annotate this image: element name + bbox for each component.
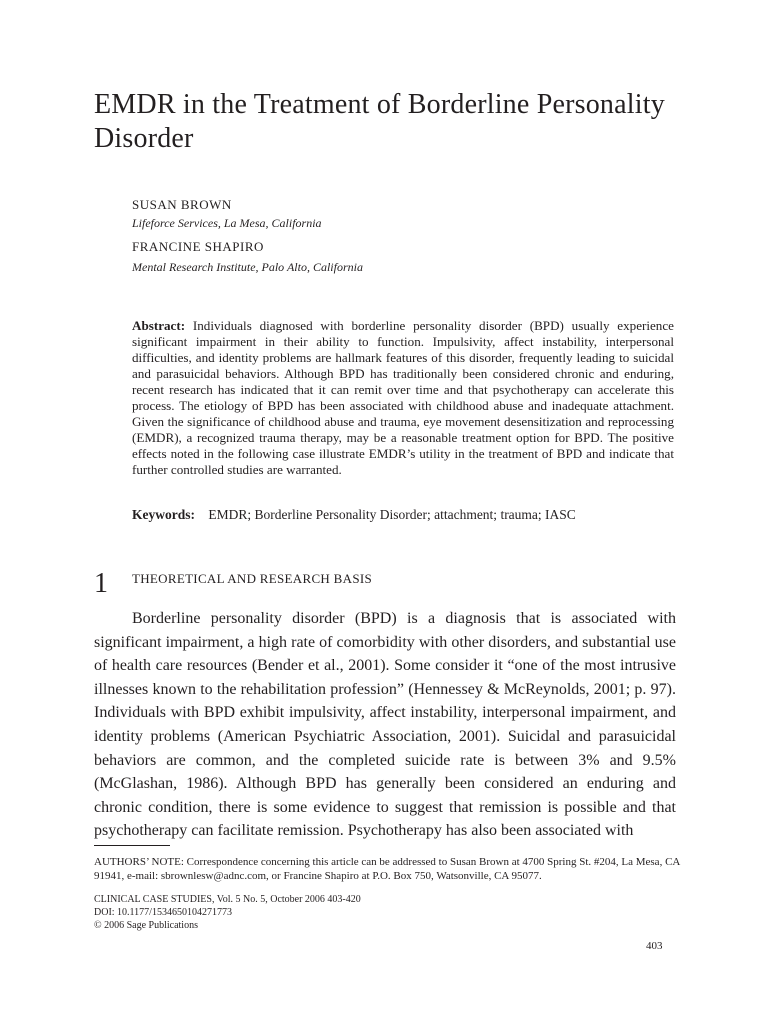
keywords-label: Keywords:	[132, 507, 195, 522]
journal-info	[94, 893, 494, 932]
author-name-1: SUSAN BROWN	[132, 197, 232, 212]
footnote-divider	[94, 845, 170, 846]
author-affiliation-1: Lifeforce Services, La Mesa, California	[132, 216, 322, 230]
journal-doi: DOI: 10.1177/1534650104271773	[94, 907, 232, 918]
section-body	[94, 607, 676, 843]
keywords	[132, 506, 692, 524]
journal-citation: CLINICAL CASE STUDIES, Vol. 5 No. 5, October 2006 403-420	[94, 894, 361, 905]
author-name-2: FRANCINE SHAPIRO	[132, 239, 264, 254]
section-title: THEORETICAL AND RESEARCH BASIS	[132, 571, 373, 586]
keywords-text: EMDR; Borderline Personality Disorder; attachment; trauma; IASC	[208, 507, 576, 522]
body-paragraph: Borderline personality disorder (BPD) is a diagnosis that is associated with significant impairment, a high rate of comorbidity with other disorders, and substantial use of health care resources (Bender et al., 2001). Some consider it “one of the most intrusive illnesses known to the rehabilitation profession” (Hennessey & McReynolds, 2001; p. 97). Individuals with BPD exhibit impulsivity, affect instability, interpersonal impairment, and identity problems (American Psychiatric Association, 2001). Suicidal and parasuicidal behaviors are common, and the completed suicide rate is between 3% and 9.5% (McGlashan, 1986). Although BPD has generally been considered an enduring and chronic condition, there is some evidence to suggest that remission is possible and that psychotherapy can facilitate remission. Psychotherapy has also been associated with	[94, 610, 676, 840]
article-title: EMDR in the Treatment of Borderline Personality Disorder	[94, 89, 665, 154]
journal-copyright: © 2006 Sage Publications	[94, 920, 198, 931]
abstract	[132, 318, 674, 478]
abstract-label: Abstract:	[132, 318, 186, 333]
abstract-text: Individuals diagnosed with borderline personality disorder (BPD) usually experience significant impairment in their ability to function. Impulsivity, affect instability, interpersonal difficulties, and identity problems are hallmark features of this disorder, frequently leading to suicidal and parasuicidal behaviors. Although BPD has traditionally been considered chronic and enduring, recent research has indicated that it can remit over time and that psychotherapy can accelerate this process. The etiology of BPD has been associated with childhood abuse and inadequate attachment. Given the significance of childhood abuse and trauma, eye movement desensitization and reprocessing (EMDR), a recognized trauma therapy, may be a reasonable treatment option for BPD. The positive effects noted in the following case illustrate EMDR’s utility in the treatment of BPD and indicate that further controlled studies are warranted.	[132, 318, 674, 477]
section-number: 1	[94, 568, 108, 599]
page-number: 403	[646, 940, 663, 952]
author-affiliation-2: Mental Research Institute, Palo Alto, California	[132, 260, 363, 274]
authors-note: AUTHORS’ NOTE: Correspondence concerning this article can be addressed to Susan Brown at 4700 Spring St. #204, La Mesa, CA 91941, e-mail: sbrownlesw@adnc.com, or Francine Shapiro at P.O. Box 750, Watsonville, CA 95077.	[94, 856, 680, 882]
